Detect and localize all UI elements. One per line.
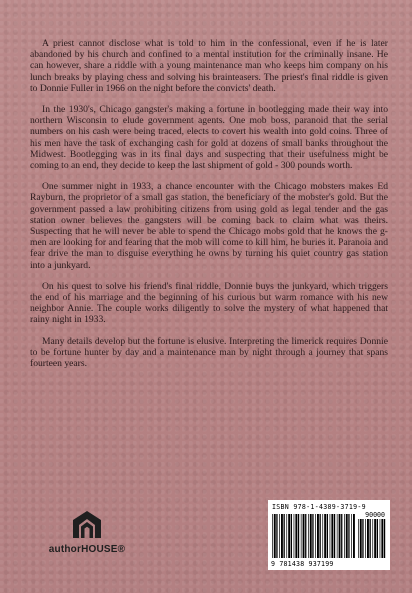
- synopsis-paragraph-3: One summer night in 1933, a chance encounter with the Chicago mobsters makes Ed Rayburn, the proprietor of a small gas station, the beneficiary of the mobster's gold. But the government passed a law prohibiting citizens from using gold as legal tender and the gas station owner believes the gangsters will be coming back to claim what was theirs. Suspecting that he will never be able to spend the Chicago mobs gold that he knows the g-men are looking for and fearing that the mob will come to kill him, he buries it. Paranoia and fear drive the man to disguise everything he owns by turning his quiet country gas station into a junkyard.: [30, 181, 388, 271]
- barcode-addon-bars: [358, 519, 386, 558]
- publisher-logo-icon: [70, 508, 104, 542]
- publisher-logo: [42, 508, 132, 555]
- synopsis-paragraph-5: Many details develop but the fortune is elusive. Interpreting the limerick requires Donnie to be fortune hunter by day and a maintenance man by night through a journey that spans fourteen years.: [30, 335, 388, 370]
- synopsis-paragraph-4: On his quest to solve his friend's final riddle, Donnie buys the junkyard, which triggers the end of his marriage and the beginning of his curious but warm romance with his new neighbor Annie. The couple works diligently to solve the mystery of what happened that rainy night in 1933.: [30, 280, 388, 326]
- synopsis-paragraph-2: In the 1930's, Chicago gangster's making a fortune in bootlegging made their way into northern Wisconsin to elude government agents. One mob boss, paranoid that the serial numbers on his cash were being traced, elects to covert his wealth into gold coins. Three of his men have the task of exchanging cash for gold at dozens of small banks throughout the Midwest. Bootlegging was in its final days and suspecting that their usefulness might be coming to an end, they decide to keep the last shipment of gold - 300 pounds worth.: [30, 104, 388, 172]
- barcode-bars: [272, 514, 356, 558]
- publisher-name: authorHOUSE®: [48, 544, 126, 555]
- isbn-barcode: [268, 500, 390, 570]
- synopsis-paragraph-1: A priest cannot disclose what is told to him in the confessional, even if he is later abandoned by his church and confined to a mental institution for the criminally insane. He can however, share a riddle with a young maintenance man who keeps him company on his lunch breaks by playing chess and solving his brainteasers. The priest's final riddle is given to Donnie Fuller in 1966 on the night before the convicts' death.: [30, 38, 388, 94]
- synopsis-text: [30, 38, 388, 379]
- price-code: 90000: [365, 511, 385, 519]
- barcode-digits: 9 781438 937199: [271, 560, 334, 568]
- isbn-number: ISBN 978-1-4389-3719-9: [272, 503, 366, 511]
